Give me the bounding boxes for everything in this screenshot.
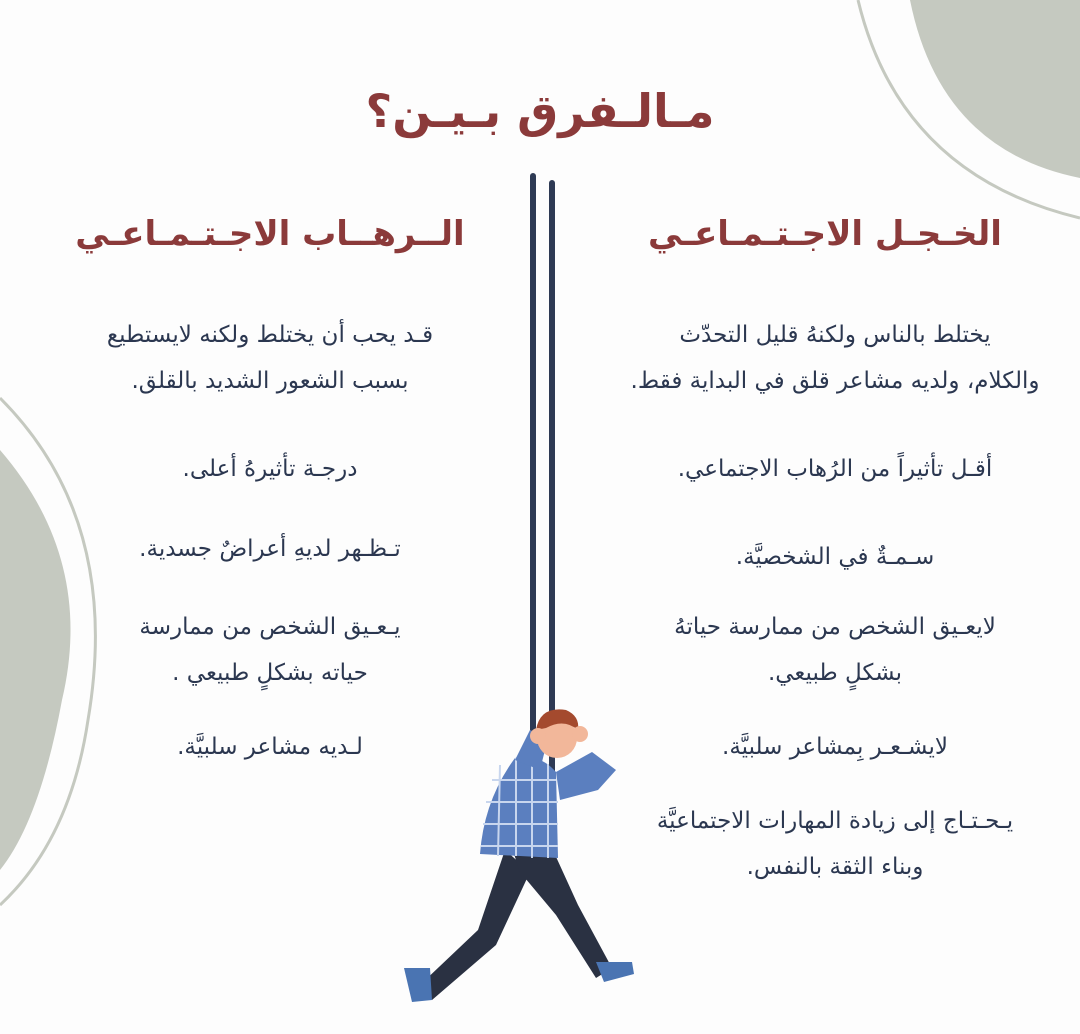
phobia-item-2: درجـة تأثيرهُ أعلى. bbox=[182, 456, 358, 482]
shyness-item-6: يـحـتـاج إلى زيادة المهارات الاجتماعيَّة وبناء الثقة بالنفس. bbox=[656, 808, 1014, 880]
person-hand-left bbox=[530, 728, 546, 744]
shyness-item-4: لايعـيق الشخص من ممارسة حياتهُ بشكلٍ طبيعي. bbox=[674, 614, 996, 686]
shyness-item-5: لايشـعـر بِمشاعر سلبيَّة. bbox=[722, 734, 948, 760]
person-shoe-front bbox=[596, 962, 634, 982]
person-hand-right bbox=[572, 726, 588, 742]
person-leg-back bbox=[420, 850, 530, 1000]
phobia-item-3: تـظـهر لديهِ أعراضٌ جسدية. bbox=[139, 536, 401, 562]
top-right-blob bbox=[910, 0, 1080, 178]
shyness-item-3: سـمـةٌ في الشخصيَّة. bbox=[735, 544, 935, 570]
column-heading-social-phobia: الــرهــاب الاجـتـمـاعـي bbox=[75, 214, 465, 254]
shyness-item-2: أقـل تأثيراً من الرُهاب الاجتماعي. bbox=[677, 456, 993, 482]
person-shoe-back bbox=[404, 968, 432, 1002]
page-title: مـالـفرق بـيـن؟ bbox=[365, 84, 715, 138]
person-leg-front bbox=[512, 848, 612, 978]
phobia-item-5: لـديه مشاعر سلبيَّة. bbox=[177, 734, 363, 760]
phobia-item-4: يـعـيق الشخص من ممارسة حياته بشكلٍ طبيعي . bbox=[139, 614, 401, 686]
person-torso bbox=[480, 757, 558, 858]
column-heading-social-shyness: الخـجـل الاجـتـمـاعـي bbox=[648, 214, 1002, 254]
phobia-item-1: قـد يحب أن يختلط ولكنه لايستطيع بسبب الشعور الشديد بالقلق. bbox=[106, 322, 434, 394]
shyness-item-1: يختلط بالناس ولكنهُ قليل التحدّث والكلام، ولديه مشاعر قلق في البداية فقط. bbox=[630, 322, 1040, 394]
